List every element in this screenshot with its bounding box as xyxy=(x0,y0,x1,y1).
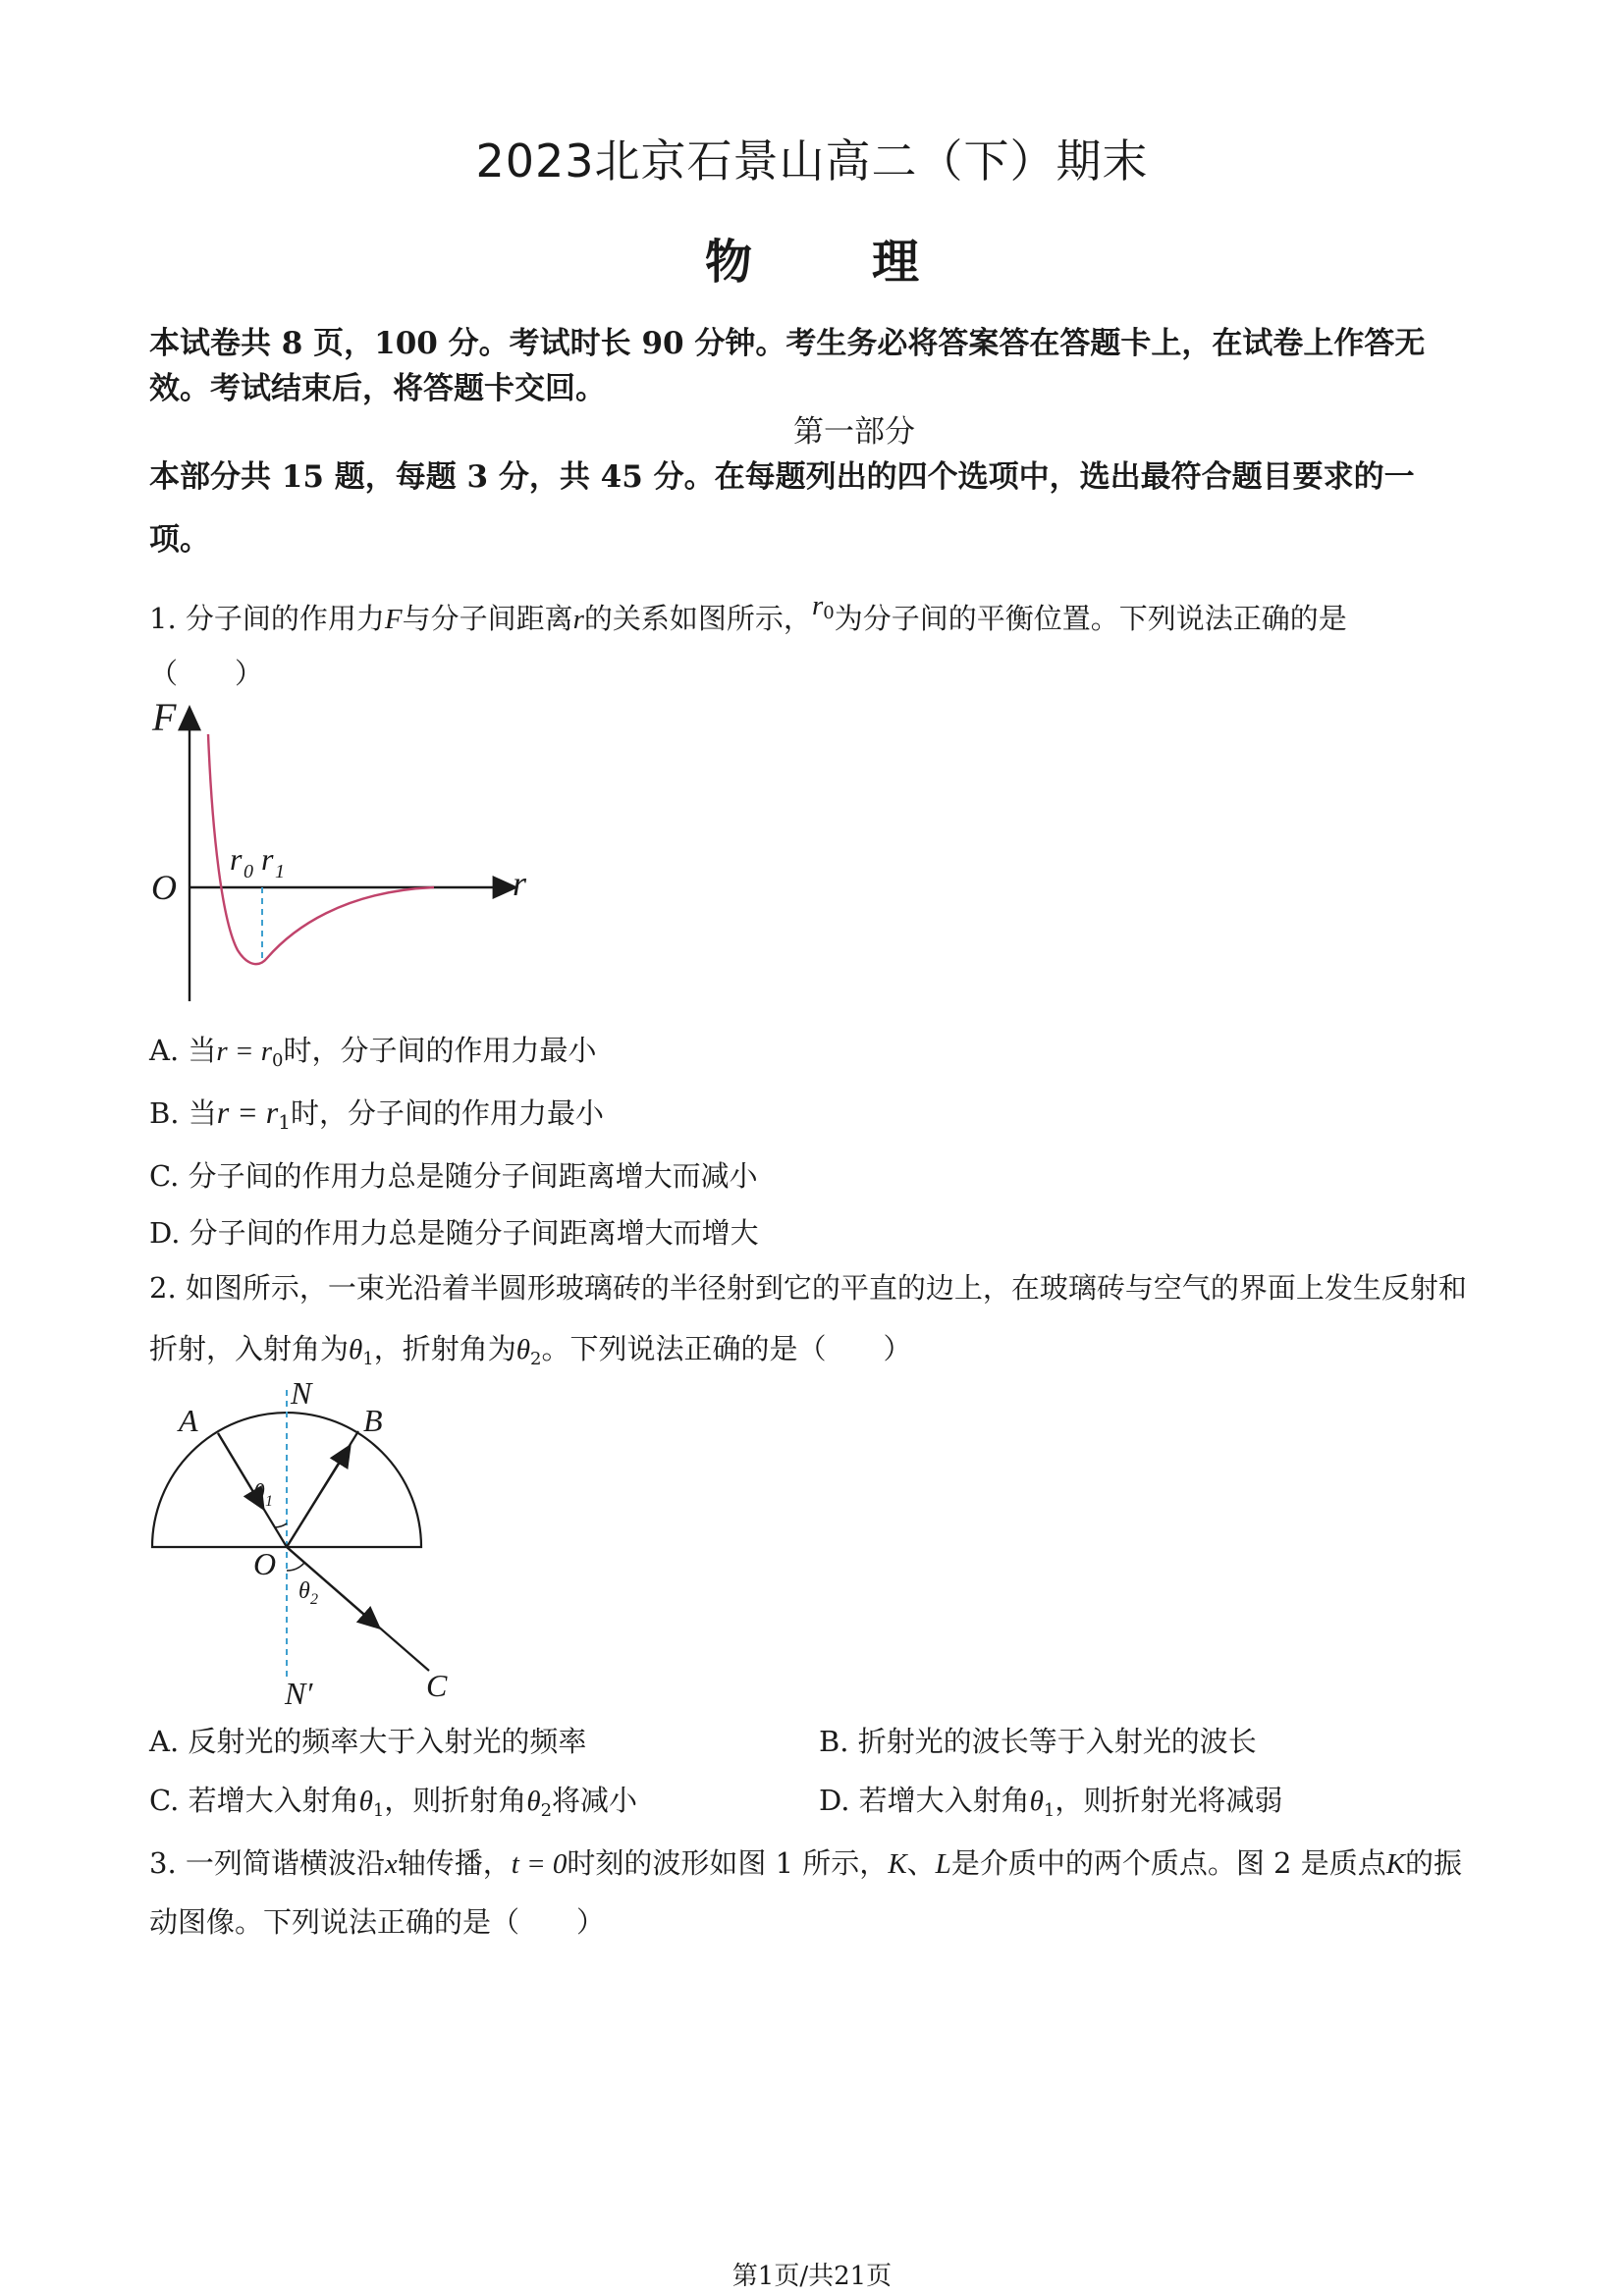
origin-label: O xyxy=(151,868,177,907)
q2-refraction-diagram xyxy=(137,1374,511,1708)
q1-option-c[interactable]: C. 分子间的作用力总是随分子间距离增大而减小 xyxy=(149,1159,758,1193)
theta1-arc xyxy=(275,1523,287,1527)
q2-stem-line-2: 折射，入射角为$\theta_1$，折射角为$\theta_2$。下列说法正确的是（ ） xyxy=(149,1332,912,1369)
q2-option-c[interactable]: C. 若增大入射角$\theta_1$，则折射角$\theta_2$将减小 xyxy=(149,1784,638,1821)
r0-mark-sub: 0 xyxy=(244,861,253,882)
subject-char-2: 理 xyxy=(871,235,919,290)
var-r: r xyxy=(572,604,584,635)
var-F: F xyxy=(384,604,403,635)
label-B: B xyxy=(363,1403,383,1438)
label-A: A xyxy=(179,1403,198,1438)
page-title: 2023北京石景山高二（下）期末 xyxy=(475,134,1149,187)
svg-text:2: 2 xyxy=(310,1591,318,1608)
instructions-line-2: 效。考试结束后，将答题卡交回。 xyxy=(149,371,606,406)
q1-option-d[interactable]: D. 分子间的作用力总是随分子间距离增大而增大 xyxy=(149,1216,759,1250)
label-N-prime: N′ xyxy=(285,1676,313,1708)
svg-text:1: 1 xyxy=(265,1493,273,1510)
q1-force-distance-graph xyxy=(137,695,550,1019)
q2-stem-line-1: 2. 如图所示，一束光沿着半圆形玻璃砖的半径射到它的平直的边上，在玻璃砖与空气的界面上发生反射和 xyxy=(149,1271,1467,1305)
label-C: C xyxy=(426,1668,448,1703)
q2-option-a[interactable]: A. 反射光的频率大于入射光的频率 xyxy=(149,1725,587,1758)
page-number: 第1页/共21页 xyxy=(731,2262,893,2291)
q1-option-a[interactable]: A. 当$r = r_0$时，分子间的作用力最小 xyxy=(149,1034,597,1071)
q1-option-b[interactable]: B. 当$r = r_1$时，分子间的作用力最小 xyxy=(149,1095,604,1134)
theta1-label: θ xyxy=(253,1480,265,1506)
label-N: N xyxy=(291,1375,312,1411)
r1-mark: r xyxy=(261,841,274,877)
theta2-arc xyxy=(287,1563,304,1571)
x-axis-label: r xyxy=(513,864,527,903)
r0-mark: r xyxy=(230,841,243,877)
instructions-line-1: 本试卷共 8 页，100 分。考试时长 90 分钟。考生务必将答案答在答题卡上，在试卷上作答无 xyxy=(149,326,1426,361)
var-r0: r xyxy=(811,590,824,621)
q3-stem-line-1: 3. 一列简谐横波沿x轴传播，t = 0时刻的波形如图 1 所示，K、L是介质中的两个质点。图 2 是质点K的振 xyxy=(149,1846,1463,1880)
q3-stem-line-2: 动图像。下列说法正确的是（ ） xyxy=(149,1905,606,1939)
q2-option-d[interactable]: D. 若增大入射角$\theta_1$，则折射光将减弱 xyxy=(819,1784,1283,1821)
q1-stem: 1. 分子间的作用力F与分子间距离r的关系如图所示，$r^0$为分子间的平衡位置。下列说法正确的是 xyxy=(149,590,1347,635)
part-description-line-1: 本部分共 15 题，每题 3 分，共 45 分。在每题列出的四个选项中，选出最符合题目要求的一 xyxy=(149,459,1415,495)
theta2-label: θ xyxy=(298,1578,310,1604)
subject-char-1: 物 xyxy=(704,235,752,290)
force-curve xyxy=(208,734,434,964)
q1-answer-paren: （ ） xyxy=(149,657,264,690)
r1-mark-sub: 1 xyxy=(275,861,285,882)
q2-option-b[interactable]: B. 折射光的波长等于入射光的波长 xyxy=(819,1725,1257,1758)
part-heading: 第一部分 xyxy=(793,414,915,450)
y-axis-label: F xyxy=(152,695,177,739)
subject-title xyxy=(0,224,1624,292)
label-O: O xyxy=(253,1546,277,1581)
part-description-line-2: 项。 xyxy=(149,522,210,558)
